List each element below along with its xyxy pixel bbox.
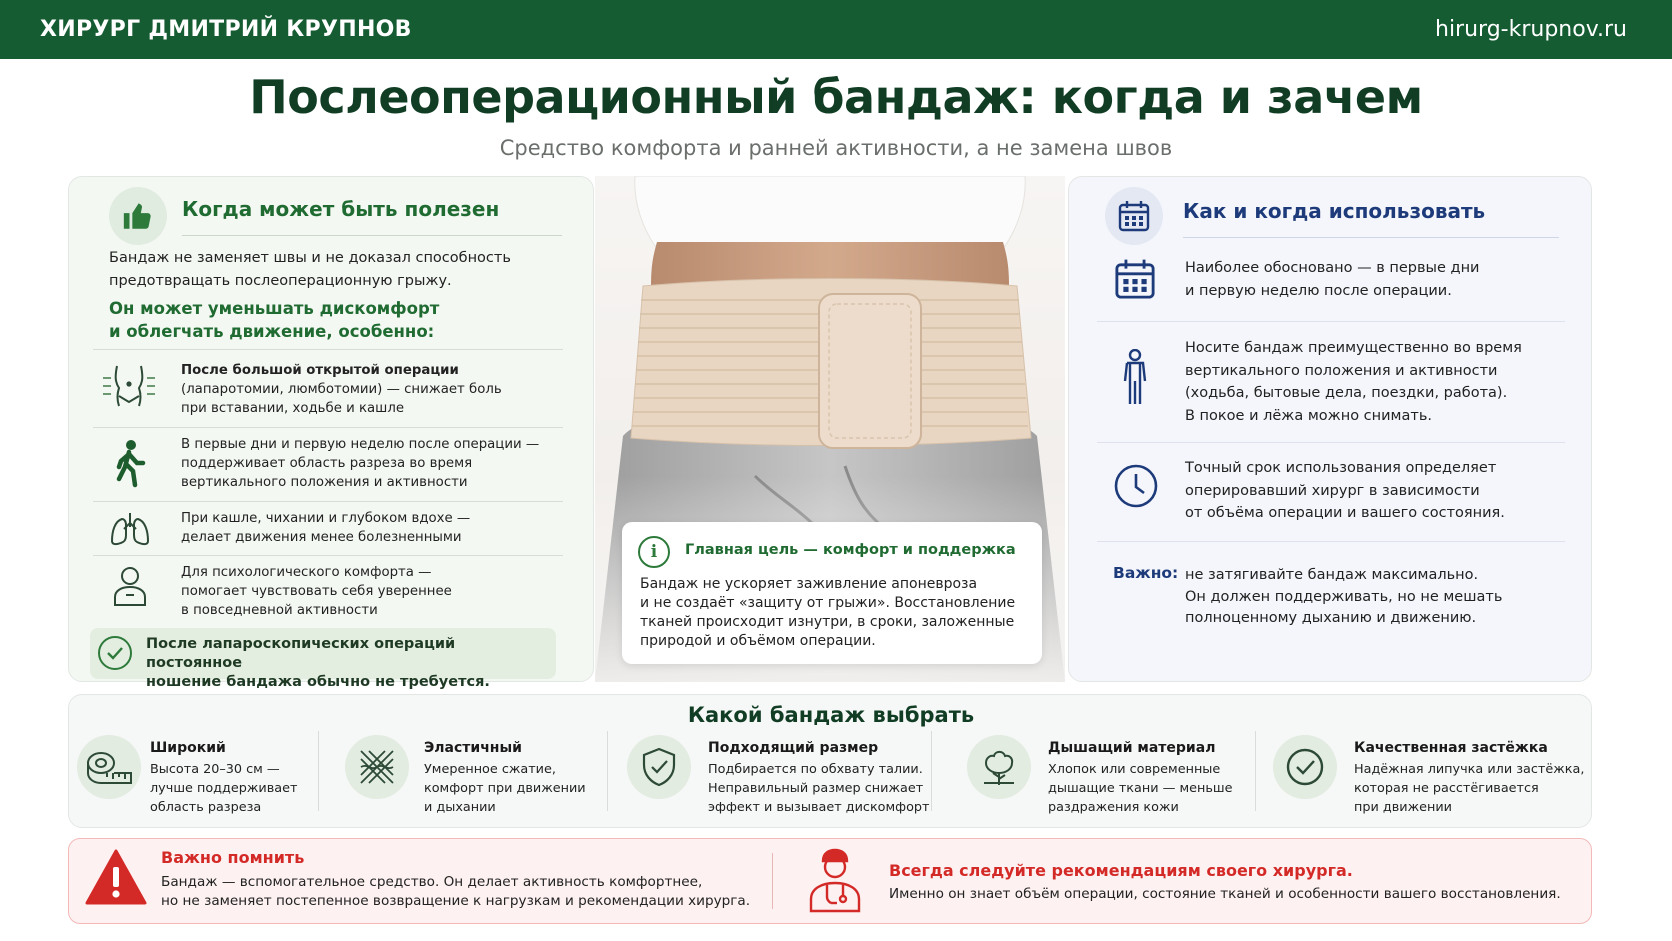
card-line: тканей происходит изнутри, в сроки, заложенные (640, 614, 1015, 630)
choice-title: Подходящий размер (708, 740, 879, 756)
header-bar (0, 0, 1672, 59)
useful-item (181, 361, 502, 418)
item-line: при вставании, ходьбе и кашле (181, 401, 404, 416)
usage-line: Наиболее обосновано — в первые дни (1185, 260, 1480, 276)
note-text (146, 635, 556, 692)
highlight-line: и облегчать движение, особенно: (109, 322, 435, 341)
choice-title: Широкий (150, 740, 226, 756)
usage-line: от объёма операции и вашего состояния. (1185, 505, 1505, 521)
standing-person-icon (1119, 349, 1151, 411)
usage-item (1185, 457, 1505, 525)
item-line: вертикального положения и активности (181, 475, 468, 490)
intro-line: Бандаж не заменяет швы и не доказал способность (109, 250, 511, 266)
elastic-fabric-icon (345, 735, 409, 799)
usage-item (1185, 257, 1479, 302)
important-line: полноценному дыханию и движению. (1185, 610, 1477, 626)
thumbs-up-icon (109, 187, 167, 245)
remember-text (161, 873, 750, 911)
lungs-icon (109, 511, 151, 551)
warning-triangle-icon (85, 849, 147, 909)
important-line: Он должен поддерживать, но не мешать (1185, 588, 1503, 605)
when-useful-title: Когда может быть полезен (182, 197, 500, 221)
choice-text (708, 760, 930, 817)
surgeon-icon (807, 847, 863, 917)
usage-line: (ходьба, бытовые дела, поездки, работа). (1185, 385, 1508, 401)
calendar-icon (1105, 187, 1163, 245)
site-url[interactable]: hirurg-krupnov.ru (1435, 17, 1627, 42)
usage-line: оперировавший хирург в зависимости (1185, 482, 1480, 499)
choice-text (150, 760, 297, 817)
choice-line: которая не расстёгивается (1354, 781, 1539, 796)
intro-text (109, 247, 511, 293)
choice-line: Умеренное сжатие, (424, 762, 556, 777)
useful-item (181, 509, 470, 547)
choice-title: Дышащий материал (1048, 740, 1216, 756)
surgeon-advice-text: Именно он знает объём операции, состояние тканей и особенности вашего восстановления. (889, 886, 1561, 902)
calendar-icon (1113, 257, 1157, 305)
divider (1097, 442, 1565, 443)
walking-person-icon (111, 439, 149, 495)
remember-line: но не заменяет постепенное возвращение к нагрузкам и рекомендации хирурга. (161, 893, 751, 909)
surgeon-advice-title: Всегда следуйте рекомендациям своего хирурга. (889, 861, 1353, 880)
remember-title: Важно помнить (161, 848, 305, 867)
choice-title: Качественная застёжка (1354, 740, 1548, 756)
usage-line: и первую неделю после операции. (1185, 282, 1452, 299)
how-when-panel (1068, 176, 1592, 682)
title-underline (1183, 237, 1559, 238)
choice-line: область разреза (150, 800, 262, 815)
choice-line: Надёжная липучка или застёжка, (1354, 762, 1585, 777)
divider (772, 853, 773, 909)
choice-line: эффект и вызывает дискомфорт (708, 800, 930, 815)
choice-title: Эластичный (424, 740, 522, 756)
divider (93, 427, 563, 428)
choice-line: и дыхании (424, 800, 496, 815)
usage-item (1185, 337, 1522, 427)
choice-text (424, 760, 586, 817)
main-goal-text (640, 575, 1015, 651)
item-line: поддерживает область разреза во время (181, 456, 473, 471)
note-line: После лапароскопических операций постоянное (146, 636, 456, 671)
shield-check-icon (627, 735, 691, 799)
divider (931, 731, 932, 811)
divider (93, 349, 563, 350)
usage-line: В покое и лёжа можно снимать. (1185, 407, 1432, 424)
useful-item (181, 435, 539, 492)
useful-item (181, 563, 452, 620)
usage-line: Точный срок использования определяет (1185, 460, 1497, 476)
choice-line: Подбирается по обхвату талии. (708, 762, 923, 777)
choice-line: комфорт при движении (424, 781, 586, 796)
how-when-title: Как и когда использовать (1183, 199, 1486, 223)
choice-line: дышащие ткани — меньше (1048, 781, 1233, 796)
choice-line: Хлопок или современные (1048, 762, 1221, 777)
divider (607, 731, 608, 811)
note-line: ношение бандажа обычно не требуется. (146, 674, 490, 690)
person-icon (111, 565, 149, 611)
main-goal-card (622, 522, 1042, 664)
check-circle-icon (1273, 735, 1337, 799)
divider (1097, 321, 1565, 322)
card-line: природой и объёмом операции. (640, 633, 876, 649)
card-line: и не создаёт «защиту от грыжи». Восстановление (640, 595, 1016, 611)
abdomen-icon (99, 362, 159, 414)
card-line: Бандаж не ускоряет заживление апоневроза (640, 576, 978, 592)
item-line: помогает чувствовать себя увереннее (181, 584, 452, 599)
measuring-tape-icon (77, 735, 141, 799)
divider (1255, 731, 1256, 811)
choice-line: при движении (1354, 800, 1452, 815)
info-icon: i (638, 536, 670, 568)
important-text (1185, 565, 1502, 630)
intro-line: предотвращать послеоперационную грыжу. (109, 273, 452, 289)
choice-text (1048, 760, 1232, 817)
remember-line: Бандаж — вспомогательное средство. Он делает активность комфортнее, (161, 874, 703, 890)
highlight-text (109, 297, 439, 343)
laparoscopy-note (90, 628, 556, 690)
divider (1097, 541, 1565, 542)
highlight-line: Он может уменьшать дискомфорт (109, 299, 440, 318)
divider (318, 731, 319, 811)
divider (93, 555, 563, 556)
main-goal-title: Главная цель — комфорт и поддержка (685, 542, 1016, 558)
choice-line: Высота 20–30 см — (150, 762, 280, 777)
choose-title: Какой бандаж выбрать (687, 703, 975, 727)
title-underline (182, 235, 562, 236)
item-line: (лапаротомии, люмботомии) — снижает боль (181, 382, 502, 397)
important-label: Важно: (1113, 564, 1179, 582)
important-line: не затягивайте бандаж максимально. (1185, 567, 1479, 583)
item-line: После большой открытой операции (181, 363, 459, 378)
page-subtitle: Средство комфорта и ранней активности, а не замена швов (499, 136, 1173, 160)
remember-banner (68, 838, 1592, 924)
check-circle-icon (98, 636, 132, 670)
choice-text (1354, 760, 1584, 817)
choice-line: раздражения кожи (1048, 800, 1179, 815)
usage-line: Носите бандаж преимущественно во время (1185, 340, 1522, 356)
item-line: При кашле, чихании и глубоком вдохе — (181, 511, 471, 526)
choose-bandage-section (68, 694, 1592, 828)
page-title: Послеоперационный бандаж: когда и зачем (249, 70, 1423, 124)
brand-name: ХИРУРГ ДМИТРИЙ КРУПНОВ (40, 17, 412, 42)
item-line: Для психологического комфорта — (181, 565, 432, 580)
choice-line: лучше поддерживает (150, 781, 298, 796)
breathable-cotton-icon (967, 735, 1031, 799)
when-useful-panel (68, 176, 594, 682)
divider (93, 501, 563, 502)
clock-icon (1113, 463, 1159, 513)
item-line: в повседневной активности (181, 603, 378, 618)
choice-line: Неправильный размер снижает (708, 781, 924, 796)
item-line: делает движения менее болезненными (181, 530, 462, 545)
usage-line: вертикального положения и активности (1185, 362, 1498, 379)
item-line: В первые дни и первую неделю после операции — (181, 437, 540, 452)
